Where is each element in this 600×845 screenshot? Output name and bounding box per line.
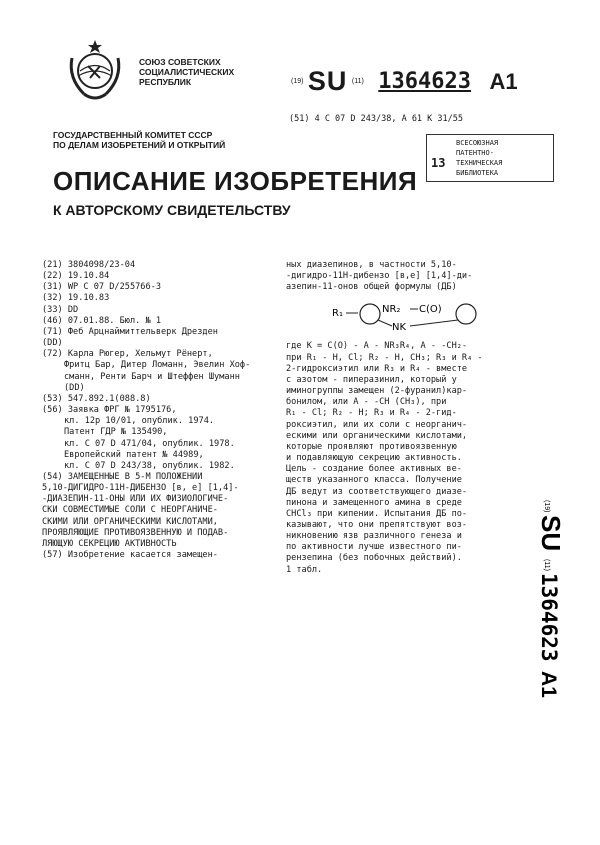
abstract-line: азепин-11-онов общей формулы (ДБ) [286, 282, 457, 293]
formula-nr2: NR₂ [382, 304, 401, 315]
abstract-line: никновению язв различного генеза и [286, 531, 462, 542]
abstract-line: ных диазепинов, в частности 5,10- [286, 260, 457, 270]
abstract-line: ществ указанного класса. Получение [286, 475, 462, 486]
country-code: SU [307, 66, 348, 96]
abstract-line: иминогруппы замещен (2-фуранил)кар- [286, 386, 468, 397]
inid-code-19: (19) [291, 78, 304, 85]
abstract-line: 1 табл. [286, 564, 323, 575]
abstract-line: 2-гидроксиэтил или R₃ и R₄ - вместе [286, 363, 468, 374]
biblio-line: (22) 19.10.84 [42, 271, 110, 282]
patent-number: 1364623 [378, 69, 471, 94]
stamp-line: ПАТЕНТНО- [456, 149, 494, 157]
abstract-line: ДБ ведут из соответствующего диазе- [286, 486, 468, 497]
kind-code: A1 [489, 68, 518, 94]
stamp-number: 13 [431, 156, 446, 170]
biblio-line: (46) 07.01.88. Бюл. № 1 [42, 315, 161, 326]
biblio-line: (32) 19.10.83 [42, 293, 110, 304]
biblio-line: (53) 547.892.1(088.8) [42, 393, 151, 404]
issuer-line: СОЮЗ СОВЕТСКИХ [139, 57, 221, 67]
abstract-line: бонилом, или А - -CH (CH₃), при [286, 397, 447, 408]
biblio-line: (56) Заявка ФРГ № 1795176, [42, 405, 177, 416]
stamp-text [456, 138, 502, 178]
abstract-line: с азотом - пиперазинил, который у [286, 374, 457, 385]
publication-number [291, 66, 518, 97]
vertical-code-19: (19) [543, 500, 550, 513]
biblio-line: кл. С 07 D 243/38, опублик. 1982. [64, 460, 235, 471]
abstract-line: -дигидро-11Н-дибензо [в,е] [1,4]-ди- [286, 271, 473, 282]
issuer-line: РЕСПУБЛИК [139, 77, 192, 87]
formula-r1: R₁ [332, 308, 343, 319]
committee-line: ГОСУДАРСТВЕННЫЙ КОМИТЕТ СССР [53, 130, 213, 140]
abstract-line: CHCl₃ при кипении. Испытания ДБ по- [286, 508, 468, 519]
biblio-line: (54) ЗАМЕЩЕННЫЕ В 5-М ПОЛОЖЕНИИ [42, 471, 203, 482]
biblio-line: (71) Феб Арцнаймиттельверк Дрезден [42, 326, 218, 337]
biblio-line: (33) DD [42, 304, 79, 315]
biblio-line: (31) WP C 07 D/255766-3 [42, 282, 161, 293]
vertical-number: 1364623 [537, 573, 561, 662]
biblio-line: СКИМИ ИЛИ ОРГАНИЧЕСКИМИ КИСЛОТАМИ, [42, 516, 218, 527]
abstract-line: пинона и замещенного амина в среде [286, 497, 462, 508]
committee-line: ПО ДЕЛАМ ИЗОБРЕТЕНИЙ И ОТКРЫТИЙ [53, 140, 226, 150]
abstract-line: ескими или органическими кислотами, [286, 430, 468, 441]
biblio-line: кл. С 07 D 471/04, опублик. 1978. [64, 438, 235, 449]
stamp-line: БИБЛИОТЕКА [456, 169, 499, 177]
abstract-line: по активности лучше известного пи- [286, 542, 462, 553]
inid-code-11: (11) [351, 78, 364, 85]
abstract-line: R₁ - Cl; R₂ - Н; R₃ и R₄ - 2-гид- [286, 408, 457, 419]
biblio-line: 5,10-ДИГИДРО-11Н-ДИБЕНЗО [в, е] [1,4]- [42, 483, 239, 494]
biblio-line: ПРОЯВЛЯЮЩИЕ ПРОТИВОЯЗВЕННУЮ И ПОДАВ- [42, 527, 229, 538]
bibliographic-data [42, 260, 282, 561]
abstract-line: и подавляющую секрецию активность. [286, 453, 462, 464]
document-subtitle: К АВТОРСКОМУ СВИДЕТЕЛЬСТВУ [53, 202, 291, 218]
biblio-line: ЛЯЮЩУЮ СЕКРЕЦИЮ АКТИВНОСТЬ [42, 538, 177, 549]
stamp-line: ВСЕСОЮЗНАЯ [456, 139, 499, 147]
formula-co: C(O) [419, 304, 442, 315]
issuer-line: СОЦИАЛИСТИЧЕСКИХ [139, 67, 235, 77]
committee-name [53, 130, 225, 150]
abstract-line: рензепина (без побочных действий). [286, 553, 462, 564]
abstract-line: которые проявляют противоязвенную [286, 441, 457, 452]
vertical-code-11: (11) [543, 559, 550, 571]
benzene-ring-left [360, 304, 380, 324]
stamp-line: ТЕХНИЧЕСКАЯ [456, 159, 503, 167]
vertical-patent-number [528, 455, 578, 705]
abstract-line: Цель - создание более активных ве- [286, 464, 462, 475]
biblio-line: (57) Изобретение касается замещен- [42, 550, 218, 561]
chemical-formula [330, 302, 510, 338]
biblio-line: (72) Карла Рюгер, Хельмут Рёнерт, [42, 349, 213, 360]
vertical-country: SU [536, 515, 566, 552]
biblio-line: Патент ГДР № 135490, [64, 427, 168, 438]
vertical-kind: A1 [537, 671, 560, 698]
biblio-line: Европейский патент № 44989, [64, 449, 204, 460]
state-emblem-icon [66, 38, 124, 104]
abstract-line: где К = С(О) - А - NR₃R₄, А - -СН₂- [286, 341, 468, 352]
biblio-line: Фритц Бар, Дитер Ломанн, Эвелин Хоф- [64, 360, 251, 371]
biblio-line: кл. 12р 10/01, опублик. 1974. [64, 416, 215, 427]
biblio-line: (21) 3804098/23-04 [42, 260, 136, 270]
formula-nk: NK [392, 322, 407, 333]
biblio-line: сманн, Ренти Барч и Штеффен Шуманн [64, 371, 240, 382]
abstract-line: казывают, что они препятствуют воз- [286, 519, 468, 530]
abstract-line: роксиэтил, или их соли с неорганич- [286, 419, 468, 430]
issuer-name [139, 57, 234, 87]
document-title: ОПИСАНИЕ ИЗОБРЕТЕНИЯ [53, 166, 418, 196]
biblio-line: (DD) [64, 382, 85, 393]
biblio-line: -ДИАЗЕПИН-11-ОНЫ ИЛИ ИХ ФИЗИОЛОГИЧЕ- [42, 494, 229, 505]
biblio-line: СКИ СОВМЕСТИМЫЕ СОЛИ С НЕОРГАНИЧЕ- [42, 505, 218, 516]
ipc-classification: (51) 4 С 07 D 243/38, А 61 К 31/55 [289, 114, 463, 124]
biblio-line: (DD) [42, 338, 63, 349]
abstract-line: при R₁ - Н, Cl; R₂ - Н, СН₃; R₃ и R₄ - [286, 352, 483, 363]
benzene-ring-right [456, 304, 476, 324]
